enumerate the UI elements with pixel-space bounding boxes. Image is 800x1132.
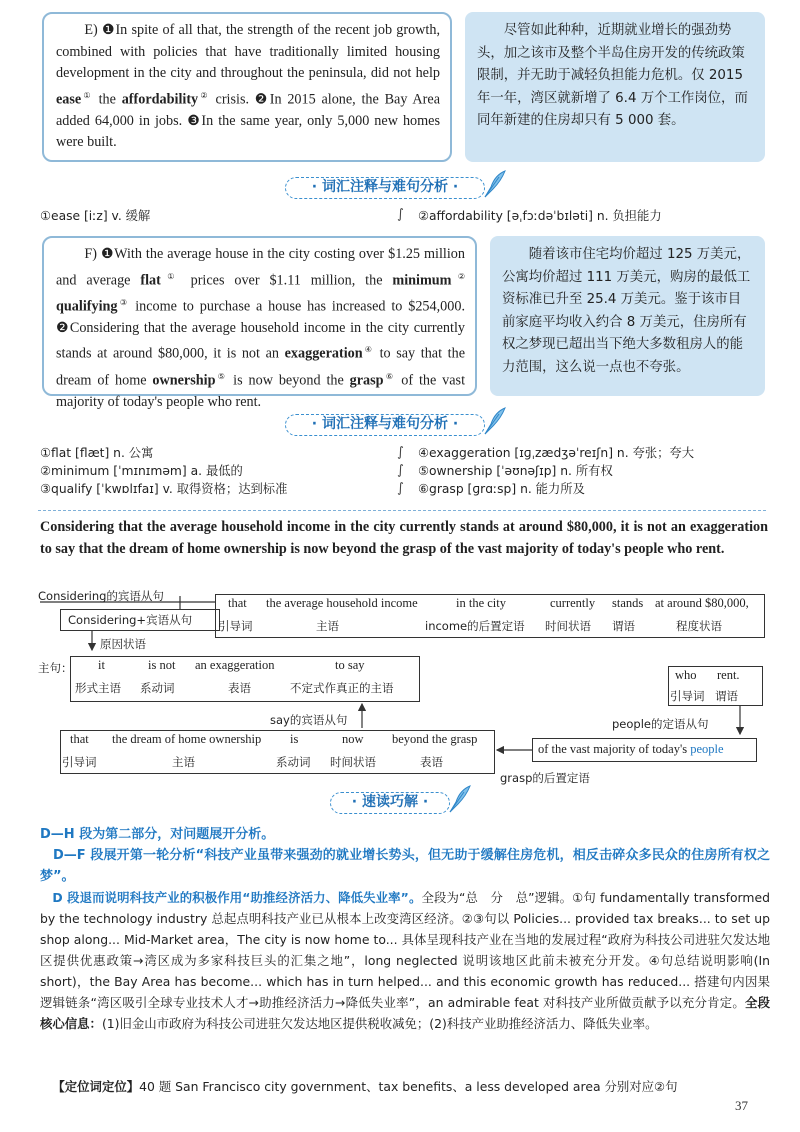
vocab-list-2-right: ④exaggeration [ɪɡˌzædʒəˈreɪʃn] n. 夸张；夸大 ⑤ownership [ˈəʊnəʃɪp] n. 所有权 ⑥grasp [ɡrɑːsp] n. 能力所及 <box>418 446 695 496</box>
bottom-clause-role-0: 引导词 <box>62 755 97 769</box>
passage-e-english: E) ❶In spite of all that, the strength of the recent job growth, combined with policies that have traditionally limited housing development in the city and throughout the peninsula, did not help ease① the affordability② crisis. ❷In 2015 alone, the Bay Area added 64,000 in jobs. ❸In the same year, only 5,000 new homes were built. <box>42 12 452 162</box>
main-clause-role-1: 系动词 <box>140 681 175 695</box>
vocab-list-1-left: ①ease [iːz] v. 缓解 <box>40 209 151 223</box>
considering-object-label: Considering的宾语从句 <box>38 589 164 603</box>
main-clause-role-2: 表语 <box>228 681 251 695</box>
vocab-ease: ease <box>56 91 82 108</box>
vocab-list-1-right: ②affordability [əˌfɔːdəˈbɪləti] n. 负担能力 <box>418 209 662 223</box>
sentence-2-marker: ❷ <box>254 91 270 108</box>
top-clause-role-5: 程度状语 <box>676 619 722 633</box>
bottom-clause-word-3: now <box>342 732 364 746</box>
of-phrase: of the vast majority of today's people <box>538 742 724 756</box>
bottom-clause-role-2: 系动词 <box>276 755 311 769</box>
bottom-clause-word-2: is <box>290 732 299 746</box>
vocab-affordability: affordability <box>121 91 199 108</box>
main-clause-word-0: it <box>98 658 105 672</box>
main-clause-role-3: 不定式作真正的主语 <box>290 681 394 695</box>
main-clause-word-3: to say <box>335 658 365 672</box>
main-clause-word-1: is not <box>148 658 176 672</box>
people-attributive-label: people的定语从句 <box>612 717 709 731</box>
wavy-divider: ∫ <box>397 207 404 222</box>
top-clause-word-5: at around $80,000, <box>655 596 749 610</box>
top-clause-role-2: income的后置定语 <box>425 619 525 633</box>
main-clause-label: 主句： <box>38 661 73 675</box>
top-clause-role-3: 时间状语 <box>545 619 591 633</box>
bottom-clause-word-4: beyond the grasp <box>392 732 478 746</box>
section-banner-vocab-2: · 词汇注释与难句分析 · <box>285 412 515 438</box>
hard-sentence: Considering that the average household income in the city currently stands at around $80,000, it is not an exaggeration to say that the dream of home ownership is now beyond the grasp of the vast majority of today's people who rent. <box>40 519 768 557</box>
bottom-clause-role-1: 主语 <box>172 755 195 769</box>
top-clause-word-1: the average household income <box>266 596 418 610</box>
say-object-label: say的宾语从句 <box>270 713 348 727</box>
top-clause-role-4: 谓语 <box>612 619 635 633</box>
section-banner-speed: · 速读巧解 · <box>330 790 560 816</box>
section-banner-vocab-1: · 词汇注释与难句分析 · <box>285 175 515 201</box>
speed-line-3: D 段退而说明科技产业的积极作用“助推经济活力、降低失业率”。全段为“总 分 总”逻辑。①句 fundamentally transformed by the technology industry 总起点明科技产业已从根本上改变湾区经济。②③句以 Policies... provided tax breaks... to set up shop along... Mid-Market area，The city is now home to... 具体呈现科技产业在当地的发展过程“政府为科技公司进驻欠发达地区提供优惠政策→湾区成为多家科技巨头的汇集之地”，long neglected 说明该地区此前未被充分开发。④句总结说明影响(In short)，the Bay Area has become... which has in turn helped... and this economic growth has reduced... 搭建句内因果逻辑链条“湾区吸引全球专业技术人才→助推经济活力→降低失业率”，an admirable feat 对科技产业所做贡献予以充分肯定。全段核心信息：(1)旧金山市政府为科技公司进驻欠发达地区提供税收减免；(2)科技产业助推经济活力、降低失业率。 <box>40 890 770 1031</box>
paragraph-label: E) <box>84 22 98 38</box>
bottom-clause-word-1: the dream of home ownership <box>112 732 262 746</box>
top-clause-role-1: 主语 <box>316 619 339 633</box>
bottom-clause-word-0: that <box>70 732 89 746</box>
page-number: 37 <box>735 1098 748 1113</box>
sentence-1-marker: ❶ <box>102 22 116 38</box>
reason-adverbial-label: 原因状语 <box>100 637 146 651</box>
top-clause-word-4: stands <box>612 596 644 610</box>
sentence-3-marker: ❸ <box>187 112 202 129</box>
top-clause-word-2: in the city <box>456 596 506 610</box>
main-clause-word-2: an exaggeration <box>195 658 275 672</box>
top-clause-role-0: 引导词 <box>218 619 253 633</box>
bottom-clause-role-3: 时间状语 <box>330 755 376 769</box>
passage-e-translation: 尽管如此种种，近期就业增长的强劲势头，加之该市及整个半岛住房开发的传统政策限制，并无助于减轻负担能力危机。仅 2015 年一年，湾区就新增了 6.4 万个工作岗位，而同年新建的住房却只有 5 000 套。 <box>465 12 765 162</box>
grasp-attributive-label: grasp的后置定语 <box>500 771 590 785</box>
speed-line-1: D—H 段为第二部分，对问题展开分析。 <box>40 827 275 842</box>
wavy-divider: ∫ ∫ ∫ <box>397 445 404 496</box>
vocab-list-2-left: ①flat [flæt] n. 公寓 ②minimum [ˈmɪnɪməm] a. 最低的 ③qualify [ˈkwɒlɪfaɪ] v. 取得资格；达到标准 <box>40 446 288 496</box>
top-clause-word-0: that <box>228 596 247 610</box>
speed-line-2: D—F 段展开第一轮分析“科技产业虽带来强劲的就业增长势头，但无助于缓解住房危机，相反击碎众多民众的住房所有权之梦”。 <box>40 848 770 884</box>
feather-pen-icon <box>446 784 472 814</box>
top-clause-word-3: currently <box>550 596 596 610</box>
considering-clause-label: Considering+宾语从句 <box>68 613 193 627</box>
main-clause-role-0: 形式主语 <box>75 681 121 695</box>
passage-f-english: F) ❶With the average house in the city costing over $1.25 million and average flat① prices over $1.11 million, the minimum② qualifying③ income to purchase a house has increased to $254,000. ❷Considering that the average household income in the city currently stands at around $80,000, it is not an exaggeration④ to say that the dream of home ownership⑤ is now beyond the grasp⑥ of the vast majority of today's people who rent. <box>42 236 477 396</box>
passage-f-translation: 随着该市住宅均价超过 125 万美元，公寓均价超过 111 万美元，购房的最低工资标准已升至 25.4 万美元。鉴于该市目前家庭平均收入约合 8 万美元，住房所有权之梦现已超出当下绝大多数租房人的能力范围，这么说一点也不夸张。 <box>490 236 765 396</box>
sentence-structure-diagram: Considering的宾语从句 Considering+宾语从句 原因状语 that 引导词 the average household income 主语 in the city income的后置定语 currently 时间状语 stands 谓语 at around $80,000, 程度状语 主句： it 形式主语 is not 系动词 an exaggeration 表语 to say 不定式作真正的主语 say的宾语从句 that 引导词 the dream of home ownership 主语 is 系动词 now 时间状语 beyond the grasp 表语 of the vast majority of today's people grasp的后置定语 who 引导词 rent. 谓语 people的定语从句 <box>0 0 800 800</box>
bottom-clause-role-4: 表语 <box>420 755 443 769</box>
speed-line-4: 【定位词定位】40 题 San Francisco city government、tax benefits、a less developed area 分别对应②句 <box>52 1079 678 1094</box>
